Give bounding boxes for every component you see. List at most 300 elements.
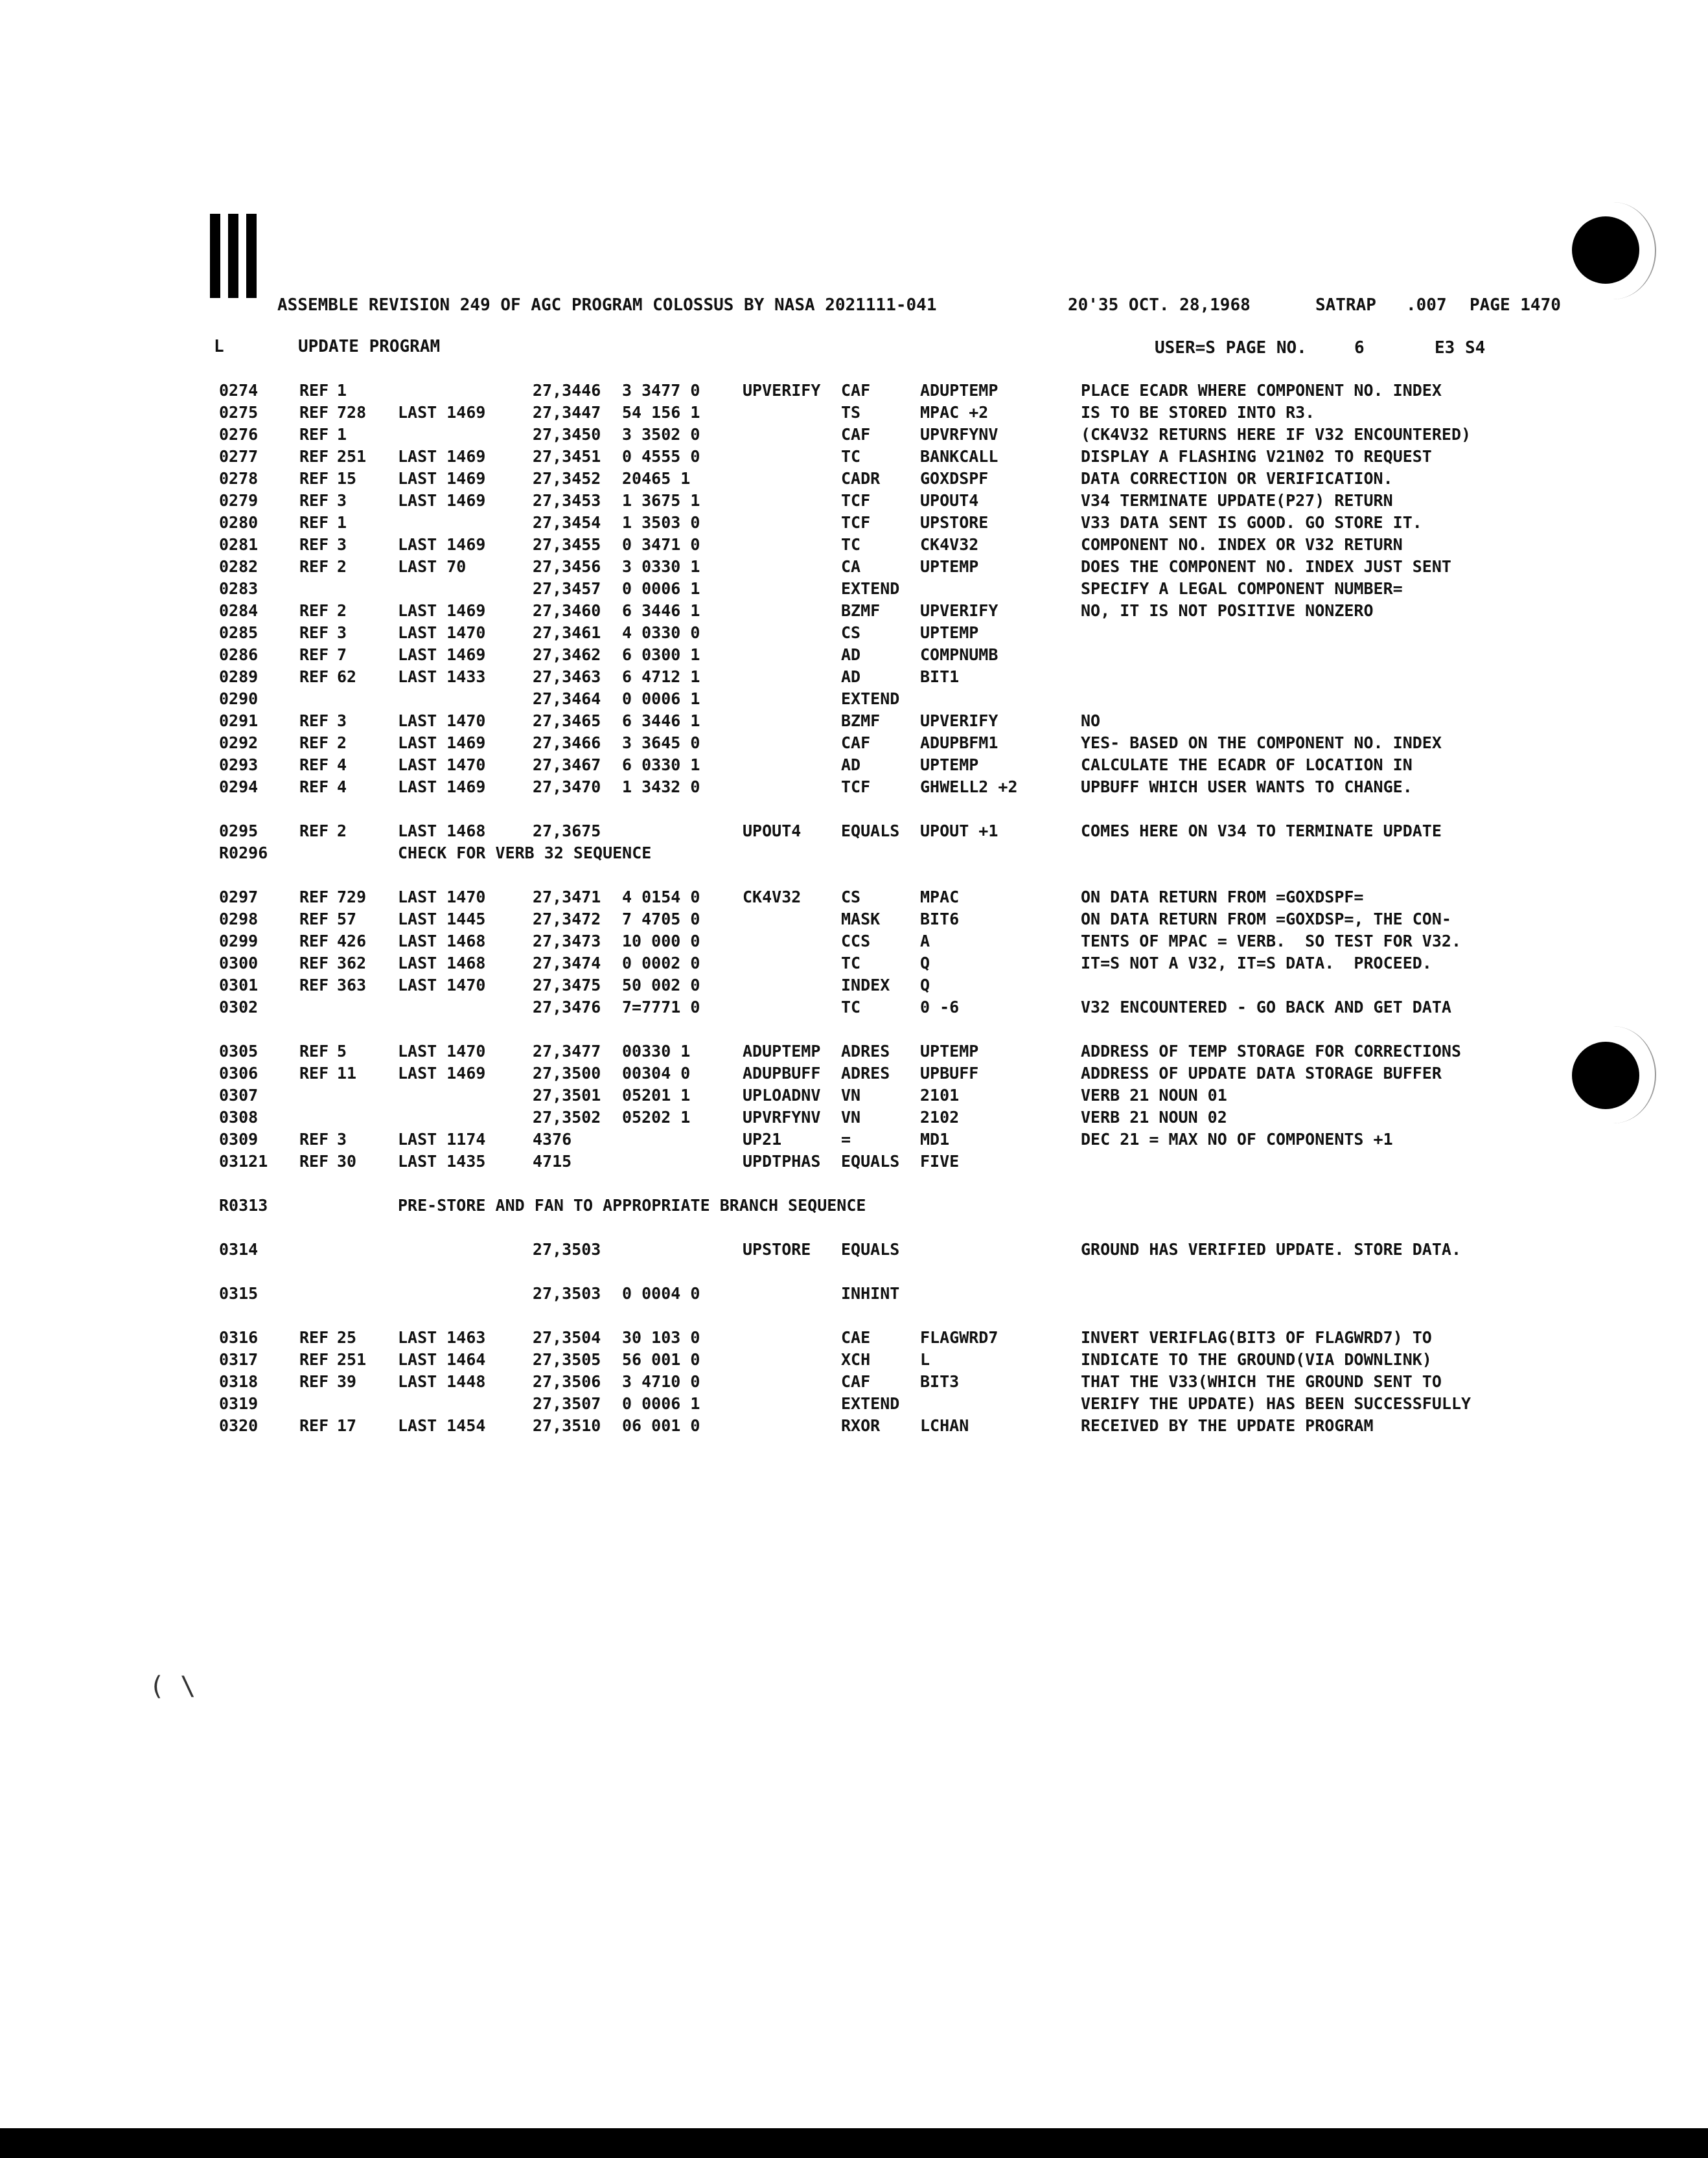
listing-row <box>0 689 1708 711</box>
address: 27,3500 <box>533 1064 601 1083</box>
row-number: 0293 <box>219 755 259 774</box>
address: 27,3474 <box>533 954 601 972</box>
ref-flag: REF <box>299 888 329 906</box>
last-ref: LAST 1468 <box>398 932 486 950</box>
row-number: 0278 <box>219 469 259 488</box>
address: 27,3462 <box>533 645 601 664</box>
octal-code: 3 3645 0 <box>622 733 700 752</box>
address: 27,3507 <box>533 1394 601 1413</box>
row-number: 0301 <box>219 976 259 994</box>
opcode: CS <box>841 888 861 906</box>
ref-count: 251 <box>337 1350 367 1369</box>
opcode: EXTEND <box>841 579 900 598</box>
address: 27,3473 <box>533 932 601 950</box>
octal-code: 0 0006 1 <box>622 579 700 598</box>
address: 27,3463 <box>533 667 601 686</box>
comment: VERB 21 NOUN 02 <box>1081 1108 1227 1127</box>
opcode: ADRES <box>841 1042 890 1061</box>
row-number: 0316 <box>219 1328 259 1347</box>
operand: CK4V32 <box>920 535 979 554</box>
octal-code: 6 0300 1 <box>622 645 700 664</box>
opcode: CAF <box>841 381 871 400</box>
ref-count: 17 <box>337 1416 357 1435</box>
row-number: 0318 <box>219 1372 259 1391</box>
operand: UPBUFF <box>920 1064 979 1083</box>
octal-code: 3 3477 0 <box>622 381 700 400</box>
listing-row <box>0 998 1708 1020</box>
last-ref: LAST 1470 <box>398 888 486 906</box>
address: 27,3465 <box>533 711 601 730</box>
opcode: TS <box>841 403 861 422</box>
row-number: 0292 <box>219 733 259 752</box>
last-ref: LAST 1470 <box>398 1042 486 1061</box>
row-number: 0279 <box>219 491 259 510</box>
listing-row <box>0 976 1708 998</box>
ref-count: 3 <box>337 623 347 642</box>
ref-count: 11 <box>337 1064 357 1083</box>
comment: COMES HERE ON V34 TO TERMINATE UPDATE <box>1081 821 1442 840</box>
octal-code: 1 3432 0 <box>622 777 700 796</box>
address: 27,3466 <box>533 733 601 752</box>
ref-count: 3 <box>337 535 347 554</box>
row-number: 0315 <box>219 1284 259 1303</box>
last-ref: LAST 1469 <box>398 777 486 796</box>
listing-row <box>0 932 1708 954</box>
row-number: 0295 <box>219 821 259 840</box>
octal-code: 1 3503 0 <box>622 513 700 532</box>
ref-flag: REF <box>299 535 329 554</box>
section-letter: L <box>214 337 224 356</box>
section-heading: PRE-STORE AND FAN TO APPROPRIATE BRANCH SEQUENCE <box>398 1196 866 1215</box>
address: 27,3503 <box>533 1284 601 1303</box>
row-number: 0302 <box>219 998 259 1016</box>
listing-row <box>0 491 1708 513</box>
address: 27,3460 <box>533 601 601 620</box>
comment: VERIFY THE UPDATE) HAS BEEN SUCCESSFULLY <box>1081 1394 1471 1413</box>
last-ref: LAST 1433 <box>398 667 486 686</box>
octal-code: 7=7771 0 <box>622 998 700 1016</box>
operand: MPAC +2 <box>920 403 989 422</box>
row-number: 0307 <box>219 1086 259 1105</box>
symbol-label: UP21 <box>743 1130 782 1149</box>
operand: FLAGWRD7 <box>920 1328 998 1347</box>
ref-flag: REF <box>299 601 329 620</box>
comment: CALCULATE THE ECADR OF LOCATION IN <box>1081 755 1413 774</box>
ref-flag: REF <box>299 513 329 532</box>
listing-row <box>0 1372 1708 1394</box>
operand: BIT6 <box>920 910 960 928</box>
row-number: 0298 <box>219 910 259 928</box>
row-number: 0281 <box>219 535 259 554</box>
last-ref: LAST 1463 <box>398 1328 486 1347</box>
address: 27,3446 <box>533 381 601 400</box>
last-ref: LAST 1469 <box>398 469 486 488</box>
opcode: CA <box>841 557 861 576</box>
section-title: UPDATE PROGRAM <box>298 337 441 356</box>
operand: UPVERIFY <box>920 711 998 730</box>
address: 27,3452 <box>533 469 601 488</box>
ref-count: 4 <box>337 777 347 796</box>
opcode: CAF <box>841 1372 871 1391</box>
listing-row <box>0 1086 1708 1108</box>
opcode: TC <box>841 447 861 466</box>
octal-code: 30 103 0 <box>622 1328 700 1347</box>
ref-count: 1 <box>337 381 347 400</box>
ref-flag: REF <box>299 425 329 444</box>
octal-code: 06 001 0 <box>622 1416 700 1435</box>
row-number: 0314 <box>219 1240 259 1259</box>
ref-count: 1 <box>337 425 347 444</box>
opcode: TC <box>841 998 861 1016</box>
ref-flag: REF <box>299 469 329 488</box>
octal-code: 0 0006 1 <box>622 689 700 708</box>
row-number: 0305 <box>219 1042 259 1061</box>
header-refs: E3 S4 <box>1435 338 1486 358</box>
listing-row <box>0 1064 1708 1086</box>
row-number: R0313 <box>219 1196 268 1215</box>
ref-flag: REF <box>299 403 329 422</box>
listing-row <box>0 601 1708 623</box>
symbol-label: ADUPTEMP <box>743 1042 821 1061</box>
comment: IT=S NOT A V32, IT=S DATA. PROCEED. <box>1081 954 1432 972</box>
ref-flag: REF <box>299 976 329 994</box>
opcode: CAE <box>841 1328 871 1347</box>
address: 27,3675 <box>533 821 601 840</box>
row-number: 0294 <box>219 777 259 796</box>
ref-count: 5 <box>337 1042 347 1061</box>
opcode: TCF <box>841 777 871 796</box>
comment: COMPONENT NO. INDEX OR V32 RETURN <box>1081 535 1403 554</box>
comment: UPBUFF WHICH USER WANTS TO CHANGE. <box>1081 777 1413 796</box>
last-ref: LAST 1469 <box>398 447 486 466</box>
binding-marks <box>210 214 258 298</box>
address: 27,3467 <box>533 755 601 774</box>
octal-code: 0 4555 0 <box>622 447 700 466</box>
operand: BIT3 <box>920 1372 960 1391</box>
opcode: INHINT <box>841 1284 900 1303</box>
opcode: CADR <box>841 469 881 488</box>
ref-count: 2 <box>337 821 347 840</box>
octal-code: 20465 1 <box>622 469 691 488</box>
listing-row <box>0 821 1708 844</box>
address: 27,3503 <box>533 1240 601 1259</box>
address: 27,3451 <box>533 447 601 466</box>
address: 27,3504 <box>533 1328 601 1347</box>
listing-row <box>0 513 1708 535</box>
last-ref: LAST 1469 <box>398 403 486 422</box>
symbol-label: UPSTORE <box>743 1240 811 1259</box>
comment: V32 ENCOUNTERED - GO BACK AND GET DATA <box>1081 998 1451 1016</box>
ref-count: 3 <box>337 711 347 730</box>
address: 27,3471 <box>533 888 601 906</box>
satrap-code: .007 <box>1406 295 1447 315</box>
octal-code: 54 156 1 <box>622 403 700 422</box>
listing-row <box>0 954 1708 976</box>
operand: UPTEMP <box>920 557 979 576</box>
operand: MD1 <box>920 1130 950 1149</box>
comment: IS TO BE STORED INTO R3. <box>1081 403 1315 422</box>
last-ref: LAST 1469 <box>398 491 486 510</box>
listing-row <box>0 469 1708 491</box>
opcode: AD <box>841 755 861 774</box>
opcode: EQUALS <box>841 1152 900 1171</box>
operand: MPAC <box>920 888 960 906</box>
comment: V34 TERMINATE UPDATE(P27) RETURN <box>1081 491 1393 510</box>
listing-row <box>0 645 1708 667</box>
operand: UPTEMP <box>920 755 979 774</box>
listing-row <box>0 1284 1708 1306</box>
ref-count: 4 <box>337 755 347 774</box>
listing-row <box>0 381 1708 403</box>
address: 27,3457 <box>533 579 601 598</box>
last-ref: LAST 1469 <box>398 535 486 554</box>
listing-row <box>0 579 1708 601</box>
octal-code: 0 3471 0 <box>622 535 700 554</box>
address: 27,3455 <box>533 535 601 554</box>
ref-count: 426 <box>337 932 367 950</box>
comment: THAT THE V33(WHICH THE GROUND SENT TO <box>1081 1372 1442 1391</box>
scan-edge-band <box>0 2128 1708 2158</box>
listing-row <box>0 1130 1708 1152</box>
listing-row <box>0 1240 1708 1262</box>
listing-row <box>0 711 1708 733</box>
operand: UPVRFYNV <box>920 425 998 444</box>
opcode: AD <box>841 645 861 664</box>
operand: FIVE <box>920 1152 960 1171</box>
octal-code: 10 000 0 <box>622 932 700 950</box>
listing-row <box>0 733 1708 755</box>
comment: (CK4V32 RETURNS HERE IF V32 ENCOUNTERED) <box>1081 425 1471 444</box>
symbol-label: UPLOADNV <box>743 1086 821 1105</box>
comment: PLACE ECADR WHERE COMPONENT NO. INDEX <box>1081 381 1442 400</box>
ref-flag: REF <box>299 491 329 510</box>
last-ref: LAST 1469 <box>398 1064 486 1083</box>
comment: DOES THE COMPONENT NO. INDEX JUST SENT <box>1081 557 1451 576</box>
comment: VERB 21 NOUN 01 <box>1081 1086 1227 1105</box>
opcode: INDEX <box>841 976 890 994</box>
ref-flag: REF <box>299 932 329 950</box>
opcode: TC <box>841 954 861 972</box>
row-number: 0290 <box>219 689 259 708</box>
operand: COMPNUMB <box>920 645 998 664</box>
address: 27,3453 <box>533 491 601 510</box>
octal-code: 3 3502 0 <box>622 425 700 444</box>
address: 27,3450 <box>533 425 601 444</box>
listing-row <box>0 557 1708 579</box>
punch-hole-arc-top <box>1571 202 1656 299</box>
row-number: 0275 <box>219 403 259 422</box>
listing-row <box>0 1328 1708 1350</box>
comment: NO, IT IS NOT POSITIVE NONZERO <box>1081 601 1374 620</box>
comment: ON DATA RETURN FROM =GOXDSP=, THE CON- <box>1081 910 1451 928</box>
ref-count: 15 <box>337 469 357 488</box>
comment: INDICATE TO THE GROUND(VIA DOWNLINK) <box>1081 1350 1432 1369</box>
comment: TENTS OF MPAC = VERB. SO TEST FOR V32. <box>1081 932 1461 950</box>
opcode: AD <box>841 667 861 686</box>
operand: UPTEMP <box>920 623 979 642</box>
row-number: 0277 <box>219 447 259 466</box>
operand: GOXDSPF <box>920 469 989 488</box>
last-ref: LAST 1470 <box>398 711 486 730</box>
ref-count: 2 <box>337 557 347 576</box>
operand: A <box>920 932 930 950</box>
ref-count: 30 <box>337 1152 357 1171</box>
octal-code: 3 4710 0 <box>622 1372 700 1391</box>
operand: ADUPBFM1 <box>920 733 998 752</box>
opcode: BZMF <box>841 711 881 730</box>
address: 27,3461 <box>533 623 601 642</box>
row-number: 0300 <box>219 954 259 972</box>
last-ref: LAST 1469 <box>398 601 486 620</box>
symbol-label: CK4V32 <box>743 888 802 906</box>
comment: V33 DATA SENT IS GOOD. GO STORE IT. <box>1081 513 1422 532</box>
comment: RECEIVED BY THE UPDATE PROGRAM <box>1081 1416 1374 1435</box>
symbol-label: ADUPBUFF <box>743 1064 821 1083</box>
ref-flag: REF <box>299 954 329 972</box>
comment: SPECIFY A LEGAL COMPONENT NUMBER= <box>1081 579 1403 598</box>
address: 27,3447 <box>533 403 601 422</box>
ref-flag: REF <box>299 821 329 840</box>
row-number: 0306 <box>219 1064 259 1083</box>
octal-code: 50 002 0 <box>622 976 700 994</box>
octal-code: 00330 1 <box>622 1042 691 1061</box>
row-number: 0283 <box>219 579 259 598</box>
ref-count: 729 <box>337 888 367 906</box>
opcode: CAF <box>841 733 871 752</box>
opcode: BZMF <box>841 601 881 620</box>
octal-code: 56 001 0 <box>622 1350 700 1369</box>
last-ref: LAST 70 <box>398 557 467 576</box>
listing-row <box>0 1042 1708 1064</box>
listing-row <box>0 1350 1708 1372</box>
address: 27,3505 <box>533 1350 601 1369</box>
listing-row <box>0 667 1708 689</box>
listing-row <box>0 777 1708 799</box>
address: 4376 <box>533 1130 572 1149</box>
comment: ON DATA RETURN FROM =GOXDSPF= <box>1081 888 1364 906</box>
last-ref: LAST 1174 <box>398 1130 486 1149</box>
row-number: 0284 <box>219 601 259 620</box>
address: 27,3454 <box>533 513 601 532</box>
ref-count: 57 <box>337 910 357 928</box>
opcode: EQUALS <box>841 1240 900 1259</box>
row-number: 03121 <box>219 1152 268 1171</box>
ref-flag: REF <box>299 381 329 400</box>
ref-count: 7 <box>337 645 347 664</box>
address: 27,3506 <box>533 1372 601 1391</box>
last-ref: LAST 1464 <box>398 1350 486 1369</box>
row-number: 0274 <box>219 381 259 400</box>
octal-code: 6 0330 1 <box>622 755 700 774</box>
user-page-number: 6 <box>1354 338 1365 358</box>
comment: DISPLAY A FLASHING V21N02 TO REQUEST <box>1081 447 1432 466</box>
row-number: 0285 <box>219 623 259 642</box>
opcode: EQUALS <box>841 821 900 840</box>
operand: Q <box>920 976 930 994</box>
ref-flag: REF <box>299 1416 329 1435</box>
listing-row <box>0 1108 1708 1130</box>
opcode: ADRES <box>841 1064 890 1083</box>
assembly-datetime: 20'35 OCT. 28,1968 <box>1068 295 1251 315</box>
listing-row <box>0 425 1708 447</box>
opcode: EXTEND <box>841 689 900 708</box>
row-number: 0291 <box>219 711 259 730</box>
address: 27,3475 <box>533 976 601 994</box>
assembly-title: ASSEMBLE REVISION 249 OF AGC PROGRAM COLOSSUS BY NASA 2021111-041 <box>277 295 937 315</box>
row-number: 0286 <box>219 645 259 664</box>
ref-flag: REF <box>299 557 329 576</box>
listing-row <box>0 447 1708 469</box>
ref-flag: REF <box>299 777 329 796</box>
operand: 0 -6 <box>920 998 960 1016</box>
symbol-label: UPDTPHAS <box>743 1152 821 1171</box>
margin-mark: ( \ <box>149 1671 196 1701</box>
symbol-label: UPOUT4 <box>743 821 802 840</box>
operand: UPTEMP <box>920 1042 979 1061</box>
operand: L <box>920 1350 930 1369</box>
listing-row <box>0 888 1708 910</box>
page-number: PAGE 1470 <box>1470 295 1561 315</box>
ref-count: 363 <box>337 976 367 994</box>
operand: GHWELL2 +2 <box>920 777 1018 796</box>
ref-flag: REF <box>299 733 329 752</box>
last-ref: LAST 1470 <box>398 755 486 774</box>
listing-row <box>0 403 1708 425</box>
row-number: 0299 <box>219 932 259 950</box>
ref-flag: REF <box>299 711 329 730</box>
opcode: RXOR <box>841 1416 881 1435</box>
octal-code: 3 0330 1 <box>622 557 700 576</box>
last-ref: LAST 1448 <box>398 1372 486 1391</box>
address: 27,3472 <box>533 910 601 928</box>
row-number: 0276 <box>219 425 259 444</box>
opcode: TCF <box>841 513 871 532</box>
listing-row <box>0 910 1708 932</box>
comment: NO <box>1081 711 1101 730</box>
address: 27,3464 <box>533 689 601 708</box>
operand: ADUPTEMP <box>920 381 998 400</box>
opcode: = <box>841 1130 851 1149</box>
address: 27,3470 <box>533 777 601 796</box>
section-heading: CHECK FOR VERB 32 SEQUENCE <box>398 844 652 862</box>
listing-row <box>0 623 1708 645</box>
octal-code: 4 0330 0 <box>622 623 700 642</box>
octal-code: 6 3446 1 <box>622 711 700 730</box>
ref-count: 25 <box>337 1328 357 1347</box>
row-number: 0289 <box>219 667 259 686</box>
last-ref: LAST 1469 <box>398 733 486 752</box>
row-number: 0282 <box>219 557 259 576</box>
row-number: 0309 <box>219 1130 259 1149</box>
comment: INVERT VERIFLAG(BIT3 OF FLAGWRD7) TO <box>1081 1328 1432 1347</box>
operand: 2101 <box>920 1086 960 1105</box>
last-ref: LAST 1454 <box>398 1416 486 1435</box>
address: 27,3501 <box>533 1086 601 1105</box>
ref-count: 2 <box>337 601 347 620</box>
operand: UPOUT +1 <box>920 821 998 840</box>
opcode: MASK <box>841 910 881 928</box>
octal-code: 0 0002 0 <box>622 954 700 972</box>
opcode: CCS <box>841 932 871 950</box>
row-number: 0280 <box>219 513 259 532</box>
opcode: CAF <box>841 425 871 444</box>
opcode: VN <box>841 1108 861 1127</box>
octal-code: 1 3675 1 <box>622 491 700 510</box>
last-ref: LAST 1470 <box>398 623 486 642</box>
opcode: VN <box>841 1086 861 1105</box>
row-number: R0296 <box>219 844 268 862</box>
opcode: CS <box>841 623 861 642</box>
